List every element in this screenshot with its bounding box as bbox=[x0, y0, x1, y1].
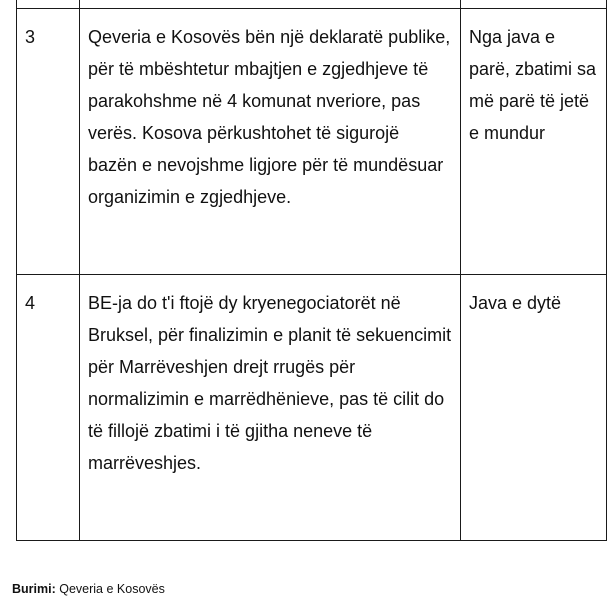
description-cell bbox=[80, 275, 461, 541]
row-number-cell bbox=[17, 275, 80, 541]
row-number-cell bbox=[17, 9, 80, 275]
timing-cell bbox=[461, 9, 607, 275]
cell-empty bbox=[461, 0, 607, 9]
row-number: 4 bbox=[25, 293, 36, 313]
measures-table bbox=[16, 0, 607, 541]
row-description: BE-ja do t'i ftojë dy kryenegociatorët në Bruksel, për finalizimin e planit të sekuencimit për Marrëveshjen drejt rrugës për normalizimin e marrëdhënieve, pas të cilit do të fillojë zbatimi i të gjitha neneve të marrëveshjes. bbox=[88, 293, 452, 473]
cell-empty bbox=[17, 0, 80, 9]
row-number: 3 bbox=[25, 27, 36, 47]
table-row-previous bbox=[17, 0, 607, 9]
source-label: Burimi: bbox=[12, 582, 56, 596]
row-timing: Java e dytë bbox=[469, 293, 562, 313]
table-row bbox=[17, 9, 607, 275]
row-description: Qeveria e Kosovës bën një deklaratë publike, për të mbështetur mbajtjen e zgjedhjeve të parakohshme në 4 komunat nveriore, pas verës. Kosova përkushtohet të sigurojë bazën e nevojshme ligjore për të mundësuar organizimin e zgjedhjeve. bbox=[88, 27, 451, 207]
cell-empty bbox=[80, 0, 461, 9]
description-cell bbox=[80, 9, 461, 275]
source-value: Qeveria e Kosovës bbox=[59, 582, 165, 596]
source-note bbox=[12, 582, 165, 596]
table-row bbox=[17, 275, 607, 541]
timing-cell bbox=[461, 275, 607, 541]
row-timing: Nga java e parë, zbatimi sa më parë të jetë e mundur bbox=[469, 27, 597, 143]
